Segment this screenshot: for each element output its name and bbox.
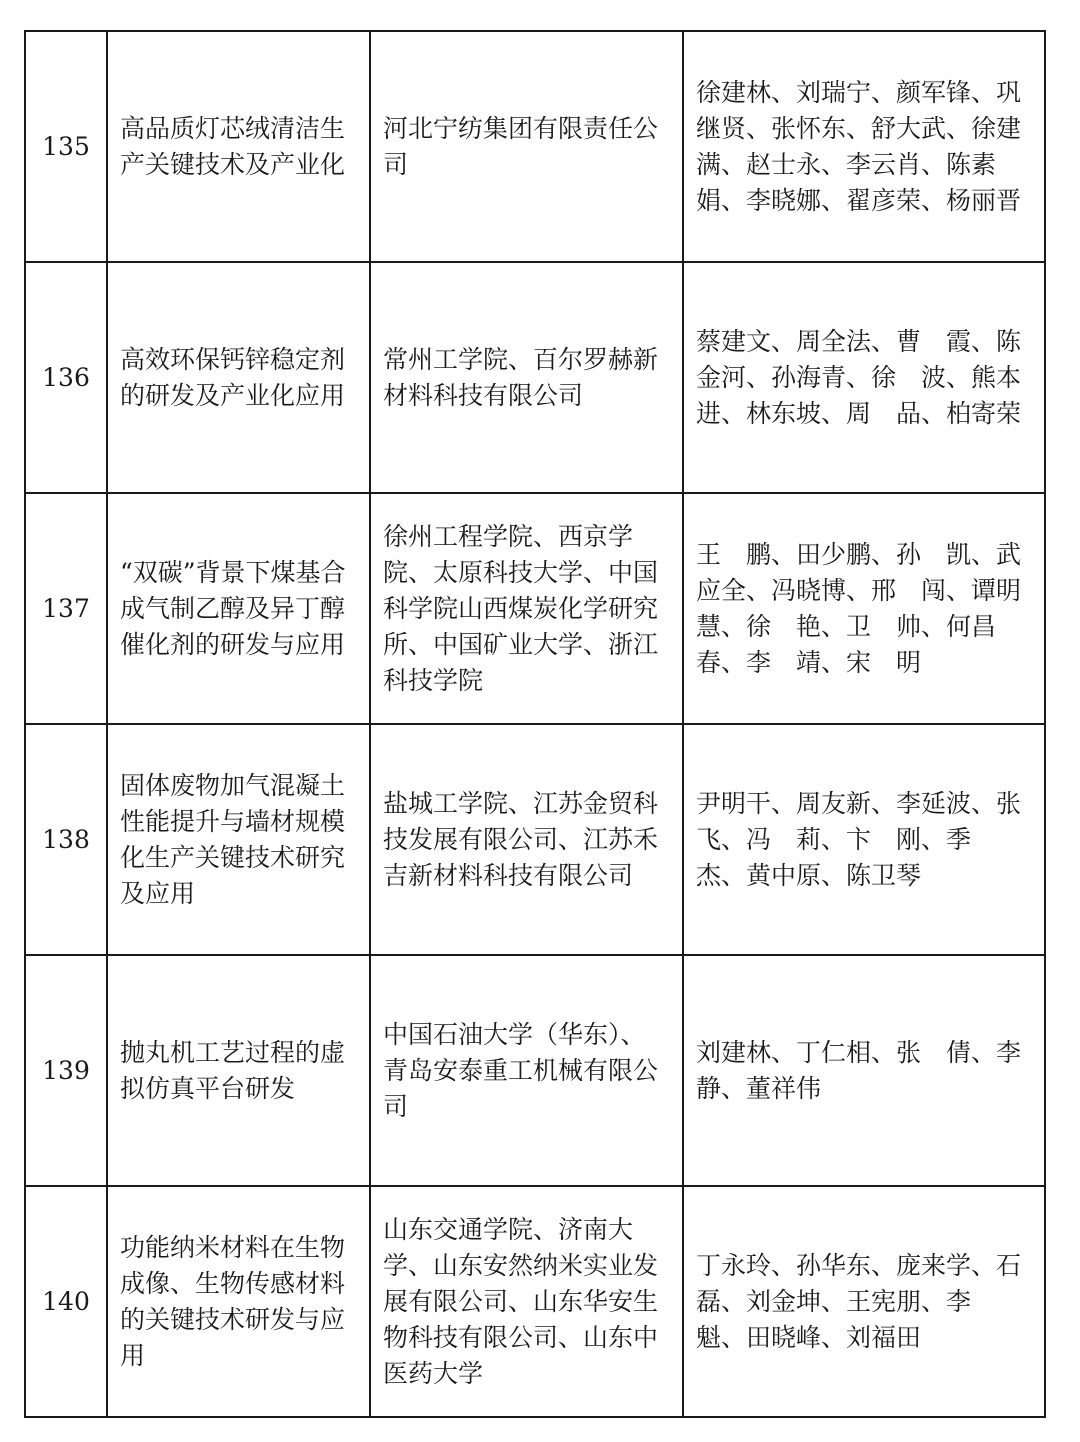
project-name: 高效环保钙锌稳定剂的研发及产业化应用 [107, 262, 370, 493]
project-name: 抛丸机工艺过程的虚拟仿真平台研发 [107, 955, 370, 1186]
table-row [25, 1186, 1045, 1417]
project-name: 固体废物加气混凝土性能提升与墙材规模化生产关键技术研究及应用 [107, 724, 370, 955]
row-number: 135 [25, 31, 107, 262]
completing-people: 刘建林、丁仁相、张 倩、李静、董祥伟 [683, 955, 1045, 1186]
completing-people: 徐建林、刘瑞宁、颜军锋、巩继贤、张怀东、舒大武、徐建满、赵士永、李云肖、陈素娟、李晓娜、翟彦荣、杨丽晋 [683, 31, 1045, 262]
row-number: 138 [25, 724, 107, 955]
table-row [25, 493, 1045, 724]
row-number: 136 [25, 262, 107, 493]
award-list-table [24, 30, 1046, 1418]
completing-people: 丁永玲、孙华东、庞来学、石磊、刘金坤、王宪朋、李 魁、田晓峰、刘福田 [683, 1186, 1045, 1417]
table-row [25, 262, 1045, 493]
project-name: 功能纳米材料在生物成像、生物传感材料的关键技术研发与应用 [107, 1186, 370, 1417]
completing-people: 蔡建文、周全法、曹 霞、陈金河、孙海青、徐 波、熊本进、林东坡、周 品、柏寄荣 [683, 262, 1045, 493]
table-row [25, 31, 1045, 262]
row-number: 139 [25, 955, 107, 1186]
completing-units: 徐州工程学院、西京学院、太原科技大学、中国科学院山西煤炭化学研究所、中国矿业大学、浙江科技学院 [370, 493, 683, 724]
project-name: “双碳”背景下煤基合成气制乙醇及异丁醇催化剂的研发与应用 [107, 493, 370, 724]
table-row [25, 724, 1045, 955]
completing-units: 山东交通学院、济南大学、山东安然纳米实业发展有限公司、山东华安生物科技有限公司、山东中医药大学 [370, 1186, 683, 1417]
completing-units: 常州工学院、百尔罗赫新材料科技有限公司 [370, 262, 683, 493]
row-number: 137 [25, 493, 107, 724]
completing-units: 河北宁纺集团有限责任公司 [370, 31, 683, 262]
table-row [25, 955, 1045, 1186]
row-number: 140 [25, 1186, 107, 1417]
completing-units: 盐城工学院、江苏金贸科技发展有限公司、江苏禾吉新材料科技有限公司 [370, 724, 683, 955]
project-name: 高品质灯芯绒清洁生产关键技术及产业化 [107, 31, 370, 262]
completing-units: 中国石油大学（华东）、青岛安泰重工机械有限公司 [370, 955, 683, 1186]
completing-people: 王 鹏、田少鹏、孙 凯、武应全、冯晓博、邢 闯、谭明慧、徐 艳、卫 帅、何昌春、李 靖、宋 明 [683, 493, 1045, 724]
completing-people: 尹明干、周友新、李延波、张飞、冯 莉、卞 刚、季 杰、黄中原、陈卫琴 [683, 724, 1045, 955]
